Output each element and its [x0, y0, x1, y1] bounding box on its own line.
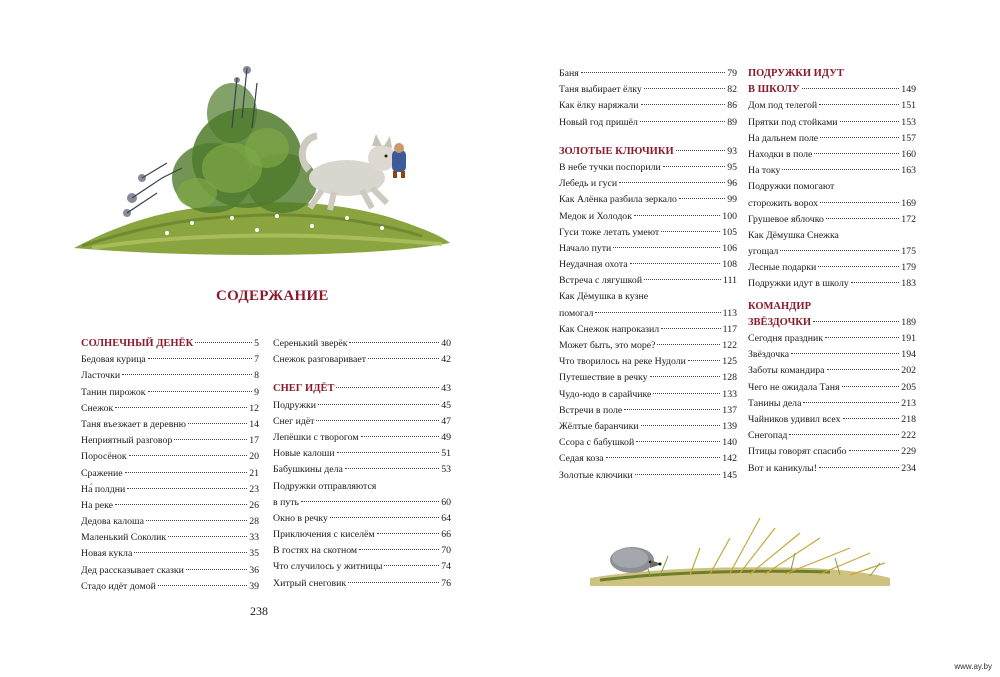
toc-entry-page: 96 [727, 178, 737, 190]
toc-entry[interactable] [273, 430, 451, 446]
toc-entry[interactable] [748, 163, 916, 179]
toc-section[interactable]: ЗОЛОТЫЕ КЛЮЧИКИ 93 [559, 145, 737, 157]
toc-column-3 [559, 66, 737, 484]
toc-entry-title: Таня выбирает ёлку [559, 84, 642, 96]
toc-entry-title: Снегопад [748, 430, 788, 442]
toc-entry-title: В гостях на скотном [273, 545, 358, 557]
watermark: www.ay.by [954, 662, 992, 671]
toc-entry[interactable] [559, 468, 737, 484]
toc-entry-page: 9 [254, 386, 259, 398]
toc-entry[interactable] [273, 559, 451, 575]
leader-dots [122, 374, 252, 375]
toc-entry-page: 163 [901, 165, 916, 177]
toc-entry-title: Медок и Холодок [559, 210, 632, 222]
toc-entry-page: 153 [901, 116, 916, 128]
toc-entry-title: Поросёнок [81, 451, 127, 463]
leader-dots [641, 104, 726, 105]
toc-entry-title: Баня [559, 68, 579, 79]
toc-entry[interactable] [81, 449, 259, 465]
leader-dots [384, 565, 439, 566]
leader-dots [115, 504, 247, 505]
toc-entry-title: Вот и каникулы! [748, 462, 817, 474]
toc-entry[interactable] [559, 387, 737, 403]
leader-dots [361, 436, 440, 437]
leader-dots [653, 393, 720, 394]
toc-entry-title: Как Алёнка разбила зеркало [559, 194, 677, 206]
leader-dots [827, 369, 900, 370]
leader-dots [842, 386, 900, 387]
toc-entry-multiline[interactable]: Как Дёмушка Снежка [748, 229, 839, 241]
toc-entry[interactable] [559, 241, 737, 257]
toc-entry-title: На́ полдни [81, 483, 126, 495]
toc-entry[interactable] [273, 511, 451, 527]
toc-entry-page: 26 [249, 499, 259, 511]
toc-entry-title: Дом под телегой [748, 100, 818, 112]
toc-entry[interactable] [748, 428, 916, 444]
toc-entry[interactable] [559, 370, 737, 386]
toc-entry-page: 86 [727, 100, 737, 112]
toc-entry-title: Неприятный разговор [81, 435, 173, 447]
leader-dots [318, 404, 439, 405]
toc-entry-page: 53 [441, 464, 451, 476]
toc-entry-title: Танины дела [748, 397, 802, 409]
toc-entry-title: Снег идёт [273, 415, 315, 427]
toc-entry-title: Бабушкины дела [273, 464, 343, 476]
toc-entry[interactable] [81, 401, 259, 417]
toc-entry-title: Лебедь и гуси [559, 178, 618, 190]
toc-entry-title: Серенький зверёк [273, 338, 348, 349]
toc-entry-page: 122 [722, 340, 737, 351]
toc-entry-page: 23 [249, 483, 259, 495]
toc-entry-title: Сражение [81, 467, 123, 479]
toc-entry-page: 64 [441, 512, 451, 524]
toc-entry[interactable] [748, 331, 916, 347]
toc-entry[interactable] [559, 192, 737, 208]
toc-entry-title: Как ёлку наряжали [559, 100, 639, 112]
toc-entry[interactable] [81, 417, 259, 433]
toc-entry-page: 33 [249, 532, 259, 544]
toc-entry-title: Сегодня праздник [748, 333, 823, 344]
toc-entry-multiline[interactable]: Подружки помогают [748, 181, 835, 193]
leader-dots [803, 402, 899, 403]
toc-entry-page: 106 [722, 242, 737, 254]
toc-entry-title: Таня въезжает в деревню [81, 418, 186, 430]
leader-dots [644, 279, 721, 280]
leader-dots [791, 353, 899, 354]
leader-dots [819, 104, 899, 105]
toc-entry-title: Находки в поле [748, 148, 813, 160]
toc-entry-page: 117 [722, 323, 737, 335]
toc-entry-page: 74 [441, 561, 451, 573]
toc-entry-title: Гуси тоже летать умеют [559, 226, 660, 238]
toc-entry-title: Золотые ключики [559, 469, 633, 481]
leader-dots [641, 425, 721, 426]
toc-entry-page: 183 [901, 278, 916, 290]
toc-entry-page: 42 [441, 354, 451, 366]
toc-entry[interactable] [748, 276, 916, 292]
leader-dots [814, 153, 899, 154]
toc-entry[interactable] [748, 115, 916, 131]
toc-entry-page: 45 [441, 399, 451, 411]
toc-entry[interactable] [559, 160, 737, 176]
toc-entry[interactable] [559, 115, 737, 131]
leader-dots [368, 358, 439, 359]
toc-entry-page: 76 [441, 577, 451, 589]
toc-entry-page: 17 [249, 435, 259, 447]
toc-entry-page: 202 [901, 365, 916, 377]
leader-dots [657, 344, 720, 345]
leader-dots [840, 121, 900, 122]
leader-dots [168, 536, 247, 537]
leader-dots [174, 439, 247, 440]
toc-column-4 [748, 66, 916, 477]
toc-entry-title: Начало пути [559, 242, 612, 254]
leader-dots [661, 231, 720, 232]
leader-dots [636, 441, 720, 442]
toc-entry-title: Чайников удивил всех [748, 413, 841, 425]
toc-entry[interactable] [559, 338, 737, 354]
toc-entry-title: Чудо-юдо в сарайчике [559, 388, 652, 400]
toc-entry-page: 79 [727, 68, 737, 79]
toc-section[interactable]: СОЛНЕЧНЫЙ ДЕНЁК 5 [81, 338, 259, 349]
toc-entry[interactable] [559, 435, 737, 451]
leader-dots [644, 88, 725, 89]
toc-entry[interactable] [273, 446, 451, 462]
toc-entry-title: В небе тучки поспорили [559, 161, 661, 173]
leader-dots [115, 407, 247, 408]
page-number: 238 [250, 604, 268, 618]
toc-entry-multiline[interactable]: Подружки отправляются [273, 480, 377, 492]
leader-dots [851, 282, 900, 283]
toc-entry-title: Звёздочка [748, 349, 790, 361]
toc-entry-page: 137 [722, 404, 737, 416]
toc-entry[interactable] [273, 352, 451, 368]
leader-dots [134, 552, 247, 553]
toc-entry[interactable] [559, 82, 737, 98]
toc-section[interactable]: В ШКОЛУ 149 [748, 84, 916, 96]
toc-entry-title: Маленький Соколик [81, 532, 167, 544]
leader-dots [825, 337, 899, 338]
toc-entry-page: 128 [722, 372, 737, 384]
toc-entry-title: Дед рассказывает сказки [81, 564, 184, 576]
leader-dots [146, 520, 247, 521]
leader-dots [820, 137, 899, 138]
toc-entry-title: Что творилось на реке Нудоли [559, 356, 686, 368]
toc-entry-page: 133 [722, 388, 737, 400]
toc-entry-page: 205 [901, 381, 916, 393]
leader-dots [186, 569, 247, 570]
toc-entry-title: Лесные подарки [748, 262, 817, 274]
toc-entry-page: 111 [723, 275, 737, 287]
toc-entry-page: 14 [249, 418, 259, 430]
leader-dots [606, 457, 721, 458]
toc-entry[interactable] [81, 466, 259, 482]
toc-entry-title: Заботы командира [748, 365, 825, 377]
leader-dots [148, 358, 252, 359]
toc-entry[interactable] [81, 433, 259, 449]
toc-entry-multiline-cont[interactable]: помогал 113 [559, 307, 737, 319]
toc-entry-title: Новый год пришёл [559, 116, 638, 128]
toc-entry[interactable] [273, 543, 451, 559]
toc-entry-page: 51 [441, 448, 451, 460]
leader-dots [679, 198, 725, 199]
leader-dots [650, 376, 721, 377]
toc-entry-page: 179 [901, 262, 916, 274]
leader-dots [330, 517, 439, 518]
toc-entry[interactable] [748, 147, 916, 163]
toc-entry-title: Прятки под стойками [748, 116, 838, 128]
toc-entry[interactable] [748, 212, 916, 228]
toc-entry[interactable] [81, 563, 259, 579]
toc-entry[interactable] [748, 461, 916, 477]
toc-section[interactable]: ЗВЁЗДОЧКИ 189 [748, 316, 916, 328]
leader-dots [819, 467, 899, 468]
leader-dots [661, 328, 720, 329]
toc-entry-title: Подружки идут в школу [748, 278, 849, 290]
leader-dots [849, 450, 900, 451]
toc-entry-page: 35 [249, 548, 259, 560]
toc-entry-page: 218 [901, 413, 916, 425]
toc-entry[interactable] [748, 347, 916, 363]
toc-entry-page: 40 [441, 338, 451, 349]
toc-entry-page: 100 [722, 210, 737, 222]
leader-dots [782, 169, 899, 170]
toc-entry-page: 229 [901, 446, 916, 458]
leader-dots [688, 360, 720, 361]
leader-dots [148, 391, 253, 392]
leader-dots [348, 582, 439, 583]
toc-entry-page: 234 [901, 462, 916, 474]
toc-entry-page: 172 [901, 213, 916, 225]
toc-entry-title: Лепёшки с творогом [273, 431, 359, 443]
toc-entry-page: 157 [901, 132, 916, 144]
toc-entry-page: 222 [901, 430, 916, 442]
toc-entry[interactable] [559, 273, 737, 289]
toc-entry[interactable] [559, 403, 737, 419]
toc-entry-title: Встреча с лягушкой [559, 275, 643, 287]
toc-entry-title: На дальнем поле [748, 132, 819, 144]
toc-entry-title: Бедовая курица [81, 354, 146, 366]
toc-entry[interactable] [748, 444, 916, 460]
toc-entry-page: 7 [254, 354, 259, 366]
toc-entry-page: 145 [722, 469, 737, 481]
toc-entry-title: Что случилось у житницы [273, 561, 383, 573]
toc-entry[interactable] [559, 419, 737, 435]
toc-entry-page: 142 [722, 453, 737, 465]
toc-entry-page: 82 [727, 84, 737, 96]
leader-dots [826, 218, 899, 219]
toc-entry-title: Дедова калоша [81, 516, 144, 528]
leader-dots [316, 420, 439, 421]
toc-entry-title: Снежок [81, 402, 114, 414]
toc-entry-title: Птицы говорят спасибо [748, 446, 847, 458]
leader-dots [349, 342, 439, 343]
toc-entry[interactable] [81, 546, 259, 562]
leader-dots [377, 533, 440, 534]
toc-entry-page: 47 [441, 415, 451, 427]
toc-entry[interactable] [559, 225, 737, 241]
leader-dots [630, 263, 721, 264]
toc-entry[interactable] [273, 336, 451, 352]
toc-entry-title: На току [748, 165, 781, 177]
toc-entry[interactable] [559, 451, 737, 467]
toc-entry-title: Неудачная охота [559, 259, 628, 271]
toc-entry-title: Как Снежок напроказил [559, 323, 660, 335]
toc-entry-title: На реке [81, 499, 113, 511]
toc-column-2 [273, 336, 451, 592]
leader-dots [818, 266, 899, 267]
toc-entry[interactable] [81, 352, 259, 368]
leader-dots [789, 434, 899, 435]
toc-entry-title: Ссора с бабушкой [559, 437, 635, 449]
leader-dots [635, 474, 721, 475]
toc-entry[interactable] [81, 385, 259, 401]
toc-entry-page: 139 [722, 420, 737, 432]
toc-entry[interactable] [273, 462, 451, 478]
toc-section-line[interactable]: КОМАНДИР [748, 300, 811, 312]
toc-entry-title: Танин пирожок [81, 386, 146, 398]
leader-dots [613, 247, 720, 248]
leader-dots [345, 468, 439, 469]
toc-entry-page: 89 [727, 116, 737, 128]
toc-entry-title: Путешествие в речку [559, 372, 648, 384]
toc-entry-page: 95 [727, 161, 737, 173]
toc-entry-multiline-cont[interactable]: в путь 60 [273, 496, 451, 508]
toc-entry-page: 140 [722, 437, 737, 449]
toc-section[interactable]: СНЕГ ИДЁТ 43 [273, 383, 451, 395]
toc-entry-title: Седая коза [559, 453, 604, 465]
leader-dots [624, 409, 720, 410]
toc-entry-multiline-cont[interactable]: сторожить ворох 169 [748, 197, 916, 209]
toc-entry-title: Подружки [273, 399, 316, 411]
leader-dots [663, 166, 725, 167]
toc-entry[interactable] [748, 363, 916, 379]
toc-entry-page: 160 [901, 148, 916, 160]
toc-entry[interactable] [81, 514, 259, 530]
toc-entry-title: Окно в речку [273, 512, 328, 524]
leader-dots [188, 423, 247, 424]
toc-entry-title: Грушевое яблочко [748, 213, 824, 225]
toc-entry[interactable] [748, 260, 916, 276]
toc-entry-title: Стадо идёт домой [81, 580, 156, 592]
toc-entry[interactable] [81, 498, 259, 514]
toc-entry[interactable] [559, 176, 737, 192]
leader-dots [619, 182, 725, 183]
toc-entry-page: 125 [722, 356, 737, 368]
toc-entry-page: 21 [249, 467, 259, 479]
toc-entry[interactable] [559, 354, 737, 370]
toc-entry[interactable] [81, 368, 259, 384]
leader-dots [640, 121, 725, 122]
toc-section-line[interactable]: ПОДРУЖКИ ИДУТ [748, 68, 844, 79]
toc-entry-page: 213 [901, 397, 916, 409]
toc-entry-page: 28 [249, 516, 259, 528]
toc-entry[interactable] [273, 527, 451, 543]
toc-entry-page: 39 [249, 580, 259, 592]
toc-entry-title: Снежок разговаривает [273, 354, 367, 366]
toc-entry-page: 49 [441, 431, 451, 443]
right-page [500, 0, 1000, 677]
toc-entry-page: 8 [254, 370, 259, 382]
toc-entry-title: Ласточки [81, 370, 121, 382]
toc-entry-page: 99 [727, 194, 737, 206]
toc-entry-title: Новые калоши [273, 448, 335, 460]
toc-entry-page: 12 [249, 402, 259, 414]
contents-title: СОДЕРЖАНИЕ [216, 288, 329, 304]
toc-entry[interactable] [273, 576, 451, 592]
toc-entry[interactable] [273, 398, 451, 414]
toc-entry-title: Новая кукла [81, 548, 133, 560]
leader-dots [337, 452, 440, 453]
hedgehog-illustration [590, 508, 890, 588]
toc-entry-page: 108 [722, 259, 737, 271]
toc-entry-title: Приключения с киселём [273, 529, 375, 541]
toc-column-1 [81, 336, 259, 595]
toc-entry[interactable] [559, 98, 737, 114]
dog-meadow-illustration [72, 58, 452, 258]
toc-entry[interactable] [748, 396, 916, 412]
toc-entry-page: 70 [441, 545, 451, 557]
toc-entry[interactable] [273, 414, 451, 430]
leader-dots [127, 488, 247, 489]
leader-dots [581, 72, 725, 73]
toc-entry-page: 20 [249, 451, 259, 463]
toc-entry[interactable] [81, 482, 259, 498]
leader-dots [158, 585, 247, 586]
toc-entry-title: Хитрый снеговик [273, 577, 347, 589]
leader-dots [634, 215, 720, 216]
toc-entry[interactable] [748, 412, 916, 428]
toc-entry-title: Жёлтые баранчики [559, 420, 639, 432]
leader-dots [129, 455, 248, 456]
leader-dots [359, 549, 439, 550]
toc-entry[interactable] [559, 322, 737, 338]
toc-entry-page: 151 [901, 100, 916, 112]
toc-entry[interactable] [559, 66, 737, 82]
toc-entry-page: 105 [722, 226, 737, 238]
toc-entry[interactable] [748, 380, 916, 396]
toc-entry[interactable] [748, 98, 916, 114]
leader-dots [125, 472, 248, 473]
toc-entry-page: 36 [249, 564, 259, 576]
toc-entry[interactable] [559, 257, 737, 273]
toc-entry[interactable] [559, 209, 737, 225]
toc-entry-page: 194 [901, 349, 916, 361]
toc-entry-title: Встречи в поле [559, 404, 623, 416]
toc-entry-multiline[interactable]: Как Дёмушка в кузне [559, 291, 649, 303]
toc-entry-multiline-cont[interactable]: угощал 175 [748, 246, 916, 258]
leader-dots [843, 418, 900, 419]
toc-entry-title: Чего не ожидала Таня [748, 381, 840, 393]
toc-entry[interactable] [81, 530, 259, 546]
toc-entry-title: Может быть, это море? [559, 340, 656, 351]
toc-entry[interactable] [81, 579, 259, 595]
toc-entry-page: 191 [901, 333, 916, 344]
toc-entry[interactable] [748, 131, 916, 147]
toc-entry-page: 66 [441, 529, 451, 541]
